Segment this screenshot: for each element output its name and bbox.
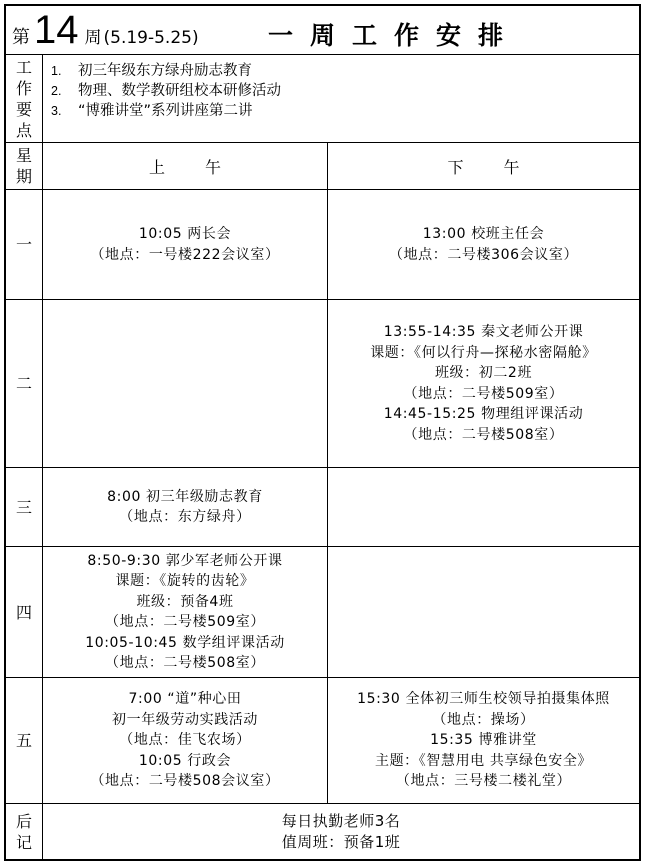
list-item: 2. 物理、数学教研组校本研修活动 (51, 83, 281, 99)
pm-cell (328, 468, 639, 546)
day-row-tuesday (6, 300, 639, 468)
am-cell: 8:50-9:30 郭少军老师公开课 课题：《旋转的齿轮》 班级：预备4班 （地点：二号楼509室） 10:05-10:45 数学组评课活动 （地点：二号楼508室） (43, 547, 328, 677)
day-row-friday (6, 678, 639, 804)
morning-header: 上午 (43, 143, 328, 189)
weekday-label: 星 期 (6, 143, 43, 189)
day-row-wednesday (6, 468, 639, 547)
pm-cell: 15:30 全体初三师生校领导拍摄集体照 （地点：操场） 15:35 博雅讲堂 主题：《智慧用电 共享绿色安全》 （地点：三号楼二楼礼堂） (357, 691, 610, 790)
pm-cell: 13:55-14:35 秦文老师公开课 课题：《何以行舟—探秘水密隔舱》 班级：初二2班 （地点：二号楼509室） 14:45-15:25 物理组评课活动 （地点：二号楼508室） (370, 324, 597, 443)
key-points-list (43, 55, 639, 142)
day-label: 二 (6, 300, 43, 467)
key-points-label: 工 作 要 点 (6, 55, 43, 142)
date-range: (5.19-5.25) (103, 28, 199, 48)
am-cell: 8:00 初三年级励志教育 （地点：东方绿舟） (43, 468, 328, 546)
am-cell: 7:00 “道”种心田 初一年级劳动实践活动 （地点：佳飞农场） 10:05 行政会 （地点：二号楼508会议室） (43, 678, 328, 803)
week-indicator (12, 10, 199, 50)
schedule-sheet (4, 4, 641, 861)
key-points-row (6, 55, 639, 143)
day-label: 五 (6, 678, 43, 803)
list-item: 3. “博雅讲堂”系列讲座第二讲 (51, 103, 253, 119)
day-label: 四 (6, 547, 43, 677)
list-item: 1. 初三年级东方绿舟励志教育 (51, 63, 252, 79)
week-suffix: 周 (84, 28, 102, 48)
footer-label: 后 记 (6, 804, 43, 859)
day-label: 一 (6, 190, 43, 299)
footer-notes: 每日执勤老师3名 值周班：预备1班 (281, 811, 401, 851)
column-header-row (6, 143, 639, 190)
day-row-monday (6, 190, 639, 300)
header-row (6, 6, 639, 55)
pm-cell (328, 547, 639, 677)
afternoon-header: 下午 (447, 157, 560, 177)
week-number: 14 (34, 8, 79, 52)
am-cell (43, 300, 328, 467)
page-title: 一周工作安排 (268, 21, 521, 50)
week-prefix: 第 (12, 27, 30, 48)
day-row-thursday (6, 547, 639, 678)
pm-cell: 13:00 校班主任会 （地点：二号楼306会议室） (388, 226, 579, 263)
am-cell: 10:05 两长会 （地点：一号楼222会议室） (43, 190, 328, 299)
day-label: 三 (6, 468, 43, 546)
footer-row (6, 804, 639, 859)
